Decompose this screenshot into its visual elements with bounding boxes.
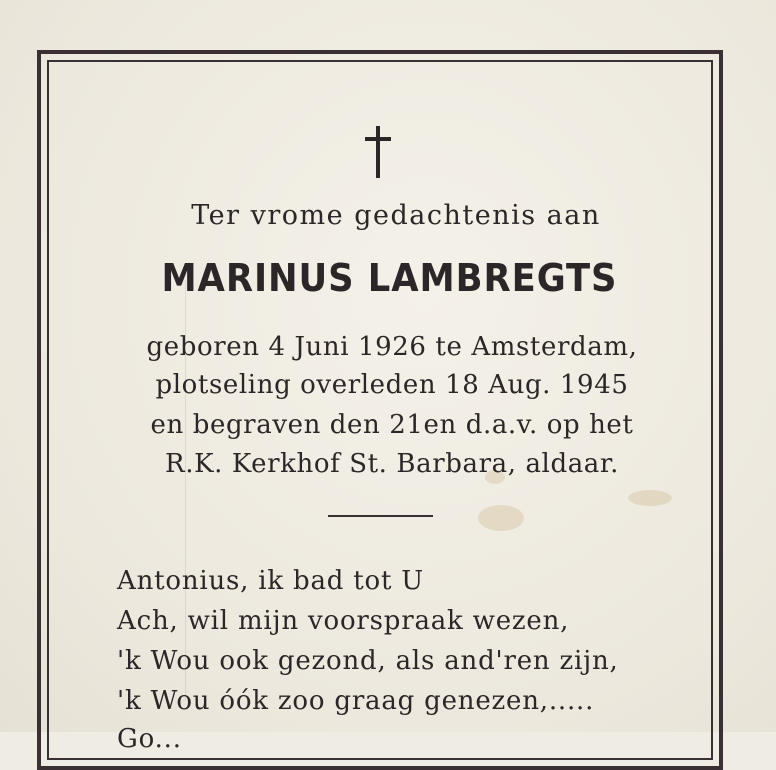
verse-line: Go... bbox=[117, 724, 182, 754]
dedication-line: Ter vrome gedachtenis aan bbox=[191, 200, 601, 231]
divider-rule bbox=[328, 515, 433, 517]
biography-line: R.K. Kerkhof St. Barbara, aldaar. bbox=[165, 449, 619, 479]
verse-line: 'k Wou óók zoo graag genezen,..... bbox=[117, 686, 595, 716]
verse-line: Antonius, ik bad tot U bbox=[117, 566, 425, 596]
biography-line: geboren 4 Juni 1926 te Amsterdam, bbox=[146, 332, 638, 362]
verse-line: 'k Wou ook gezond, als and'ren zijn, bbox=[117, 646, 619, 676]
biography-line: en begraven den 21en d.a.v. op het bbox=[150, 410, 634, 440]
biography-line: plotseling overleden 18 Aug. 1945 bbox=[155, 370, 629, 400]
verse-line: Ach, wil mijn voorspraak wezen, bbox=[117, 606, 570, 636]
deceased-name: MARINUS LAMBREGTS bbox=[161, 256, 618, 300]
cross-icon bbox=[363, 124, 393, 180]
